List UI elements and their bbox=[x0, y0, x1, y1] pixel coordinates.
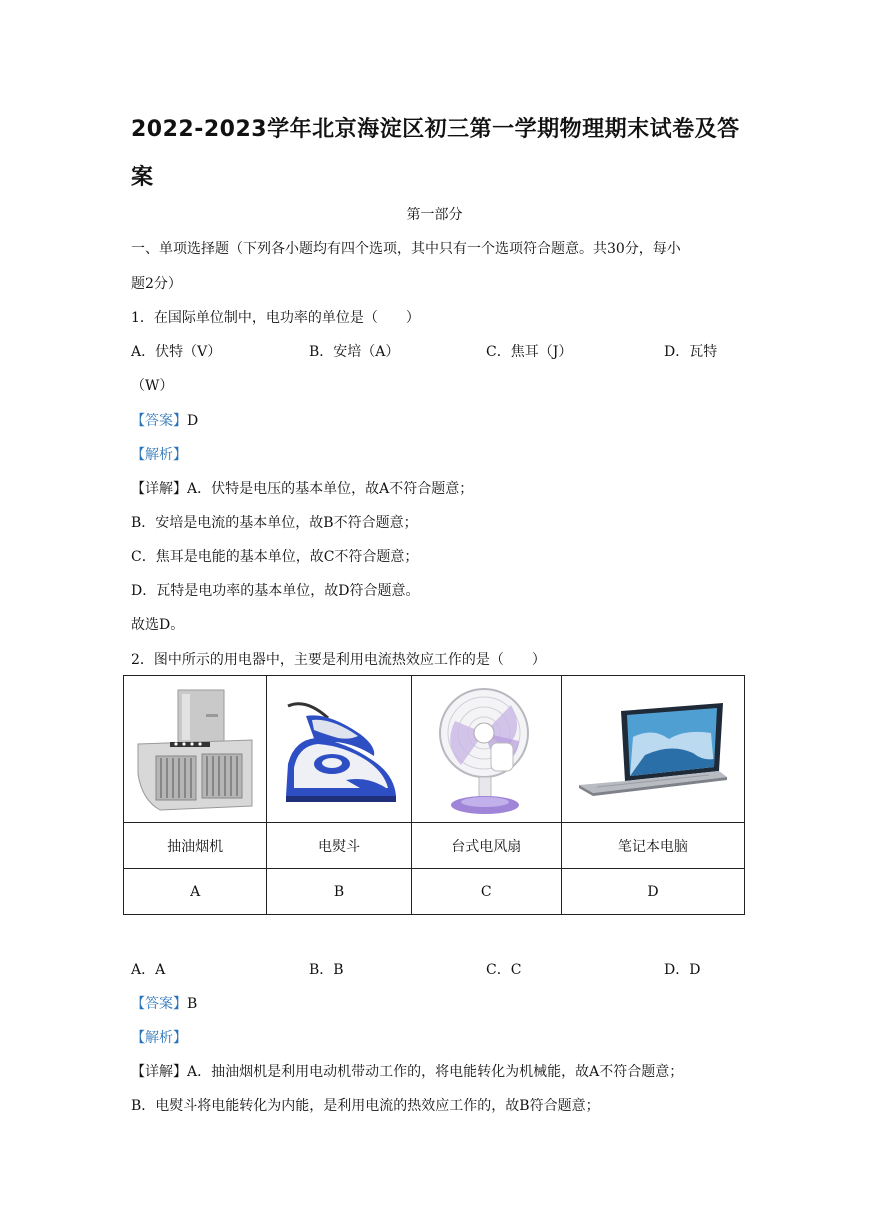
q1-answer-line bbox=[131, 410, 198, 430]
q1-option-a: A．伏特（V） bbox=[131, 344, 222, 360]
device-image-cell-b bbox=[267, 676, 411, 823]
device-letter-b: B bbox=[267, 869, 411, 915]
device-name-d: 笔记本电脑 bbox=[561, 823, 744, 869]
device-name-a: 抽油烟机 bbox=[124, 823, 267, 869]
q1-detail-a: A．伏特是电压的基本单位，故A不符合题意； bbox=[187, 481, 474, 497]
q2-answer-tag: 【答案】 bbox=[131, 996, 187, 1012]
device-letter-c: C bbox=[411, 869, 561, 915]
q2-stem: 2．图中所示的用电器中，主要是利用电流热效应工作的是（ ） bbox=[131, 652, 546, 668]
laptop-icon bbox=[573, 689, 733, 809]
q1-answer-value: D bbox=[187, 413, 199, 429]
steam-iron-icon bbox=[276, 684, 402, 814]
q1-detail-a-line bbox=[131, 478, 473, 498]
device-name-c: 台式电风扇 bbox=[411, 823, 561, 869]
page-title-line-2: 案 bbox=[131, 165, 154, 190]
instructions-line-1: 一、单项选择题（下列各小题均有四个选项，其中只有一个选项符合题意。共30分，每小 bbox=[131, 241, 681, 257]
q1-analysis-tag: 【解析】 bbox=[131, 447, 187, 463]
q1-stem: 1．在国际单位制中，电功率的单位是（ ） bbox=[131, 310, 420, 326]
q2-device-table bbox=[123, 675, 745, 915]
page-title-line-1: 2022-2023学年北京海淀区初三第一学期物理期末试卷及答 bbox=[131, 117, 740, 142]
q1-detail-c: C．焦耳是电能的基本单位，故C不符合题意； bbox=[131, 549, 419, 565]
q1-detail-tag: 【详解】 bbox=[131, 481, 187, 497]
device-name-row bbox=[124, 823, 745, 869]
range-hood-icon bbox=[132, 684, 258, 814]
device-letter-a: A bbox=[124, 869, 267, 915]
q2-answer-value: B bbox=[187, 996, 198, 1012]
device-image-cell-a bbox=[124, 676, 267, 823]
q2-option-c: C．C bbox=[486, 962, 522, 978]
device-letter-d: D bbox=[561, 869, 744, 915]
q2-detail-tag: 【详解】 bbox=[131, 1064, 187, 1080]
device-image-cell-d bbox=[561, 676, 744, 823]
device-image-row bbox=[124, 676, 745, 823]
q2-option-d: D．D bbox=[664, 962, 701, 978]
q1-option-d: D．瓦特 bbox=[664, 344, 718, 360]
q1-answer-tag: 【答案】 bbox=[131, 413, 187, 429]
q2-detail-a: A．抽油烟机是利用电动机带动工作的，将电能转化为机械能，故A不符合题意； bbox=[187, 1064, 684, 1080]
q2-option-b: B．B bbox=[309, 962, 344, 978]
q2-detail-a-line bbox=[131, 1061, 683, 1081]
q1-detail-d: D．瓦特是电功率的基本单位，故D符合题意。 bbox=[131, 583, 420, 599]
q2-analysis-tag: 【解析】 bbox=[131, 1030, 187, 1046]
section-heading: 第一部分 bbox=[406, 207, 463, 223]
q1-option-d-unit: （W） bbox=[131, 378, 174, 394]
device-name-b: 电熨斗 bbox=[267, 823, 411, 869]
instructions-line-2: 题2分） bbox=[131, 276, 182, 292]
q1-option-b: B．安培（A） bbox=[309, 344, 400, 360]
q2-answer-line bbox=[131, 993, 197, 1013]
q2-detail-b: B．电熨斗将电能转化为内能，是利用电流的热效应工作的，故B符合题意； bbox=[131, 1098, 600, 1114]
q2-option-a: A．A bbox=[131, 962, 166, 978]
q1-detail-b: B．安培是电流的基本单位，故B不符合题意； bbox=[131, 515, 418, 531]
device-letter-row bbox=[124, 869, 745, 915]
desk-fan-icon bbox=[421, 681, 551, 817]
q1-option-c: C．焦耳（J） bbox=[486, 344, 573, 360]
q1-conclusion: 故选D。 bbox=[131, 617, 185, 633]
device-image-cell-c bbox=[411, 676, 561, 823]
